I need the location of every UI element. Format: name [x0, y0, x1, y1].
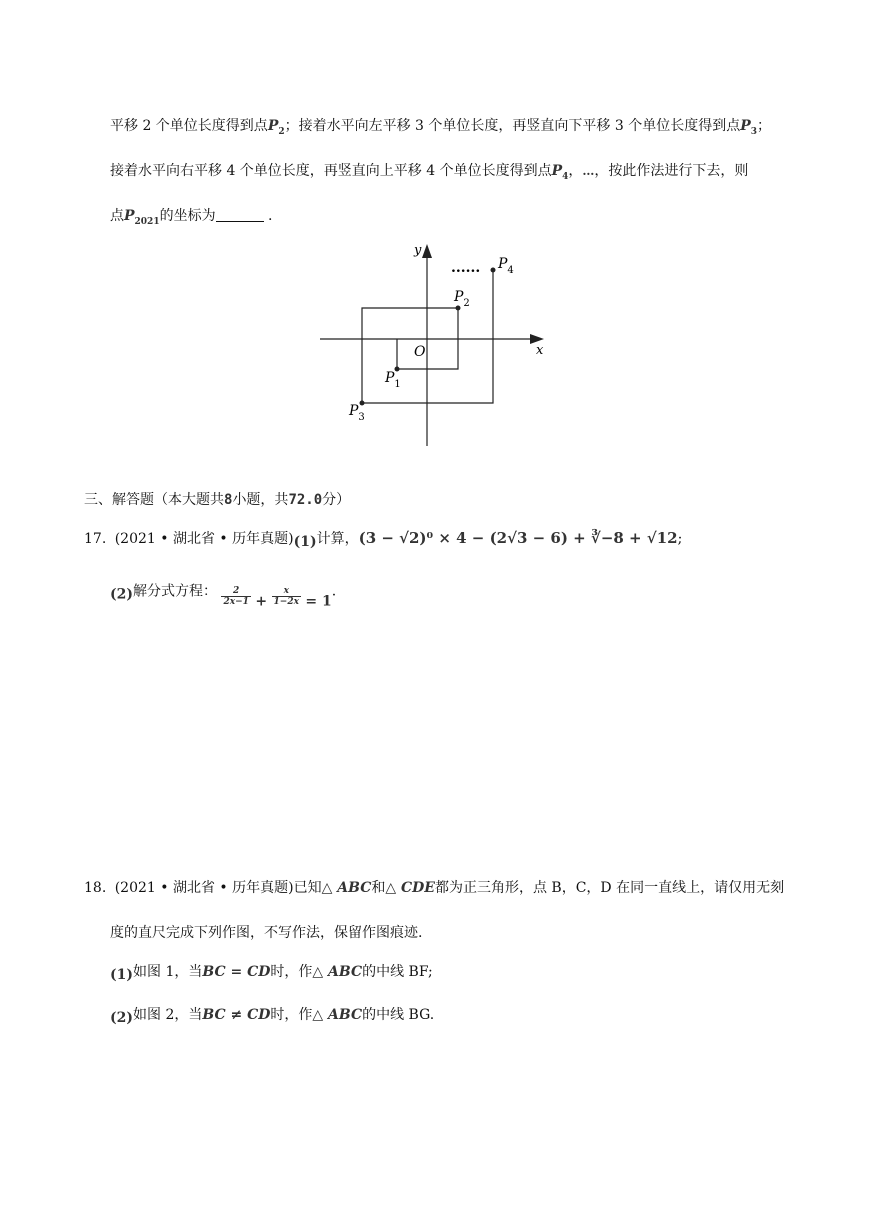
- text: ；接着水平向左平移 3 个单位长度，再竖直向下平移 3 个单位长度得到点: [284, 118, 741, 134]
- text: 平移 2 个单位长度得到点: [110, 118, 268, 134]
- origin-label: O: [414, 344, 426, 360]
- q17-line2: (2)解分式方程： $\frac{2}{2x-1}$ + $\frac{x}{1-2x}$ = 1.: [110, 583, 337, 610]
- q18-line1: 18. (2021 • 湖北省 • 历年真题)已知△ ABC和△ CDE都为正三角形，点 B，C，D 在同一直线上，请仅用无刻: [84, 880, 785, 896]
- fraction-1: $\frac{2}{2x-1}$: [223, 586, 249, 607]
- problem16-line1: 平移 2 个单位长度得到点$P_2$；接着水平向左平移 3 个单位长度，再竖直向下平移 3 个单位长度得到点$P_3$；: [110, 118, 772, 137]
- text: ，按此作法进行下去，则: [594, 163, 749, 179]
- question-source: (2021 • 湖北省 • 历年真题): [114, 531, 294, 547]
- point-p2: [456, 306, 461, 311]
- q18-part2: (2)如图 2，当BC ≠ CD时，作△ ABC的中线 BG.: [110, 1007, 435, 1026]
- formula-1: (3 − √2)⁰ × 4 − (2√3 − 6) + ∛−8 + √12: [358, 529, 678, 547]
- dots-label: ......: [451, 260, 481, 276]
- point-p3: $P_3$: [740, 118, 758, 137]
- point-p1: [395, 367, 400, 372]
- point-p4: [491, 268, 496, 273]
- y-axis-label: y: [414, 243, 422, 258]
- point-p2021: $P_{2021}$: [124, 208, 160, 227]
- part-label: (1): [293, 534, 317, 550]
- q17-line1: 17. (2021 • 湖北省 • 历年真题)(1)计算，(3 − √2)⁰ × 4 − (2√3 − 6) + ∛−8 + √12;: [84, 529, 683, 550]
- fraction-2: $\frac{x}{1-2x}$: [273, 586, 299, 607]
- ellipsis: …: [582, 164, 595, 178]
- q18-line2: 度的直尺完成下列作图，不写作法，保留作图痕迹.: [110, 925, 423, 941]
- point-p4: $P_4$: [551, 163, 569, 182]
- point-p3: [360, 401, 365, 406]
- part-label: (2): [110, 586, 133, 603]
- label-p2: $P_2$: [454, 289, 470, 309]
- question-source: (2021 • 湖北省 • 历年真题): [114, 880, 294, 896]
- coordinate-figure: [318, 238, 558, 450]
- part-label: (2): [110, 1010, 133, 1026]
- problem16-line3: 点$P_{2021}$的坐标为 .: [110, 208, 273, 227]
- question-number: 18.: [84, 880, 107, 896]
- label-p3: $P_3$: [349, 403, 365, 423]
- point-p2: $P_2$: [267, 118, 285, 137]
- problem16-line2: 接着水平向右平移 4 个单位长度，再竖直向上平移 4 个单位长度得到点$P_4$，…，按此作法进行下去，则: [110, 163, 749, 182]
- label-p4: $P_4$: [498, 256, 514, 276]
- x-axis-label: x: [536, 343, 544, 358]
- text: 接着水平向右平移 4 个单位长度，再竖直向上平移 4 个单位长度得到点: [110, 163, 552, 179]
- q18-part1: (1)如图 1，当BC = CD时，作△ ABC的中线 BF;: [110, 964, 433, 983]
- part-label: (1): [110, 967, 133, 983]
- label-p1: $P_1$: [385, 370, 401, 390]
- answer-blank: [216, 207, 264, 222]
- y-axis-arrow: [422, 244, 432, 258]
- question-number: 17.: [84, 531, 107, 547]
- section3-heading: 三、解答题（本大题共8小题，共72.0分）: [84, 492, 351, 508]
